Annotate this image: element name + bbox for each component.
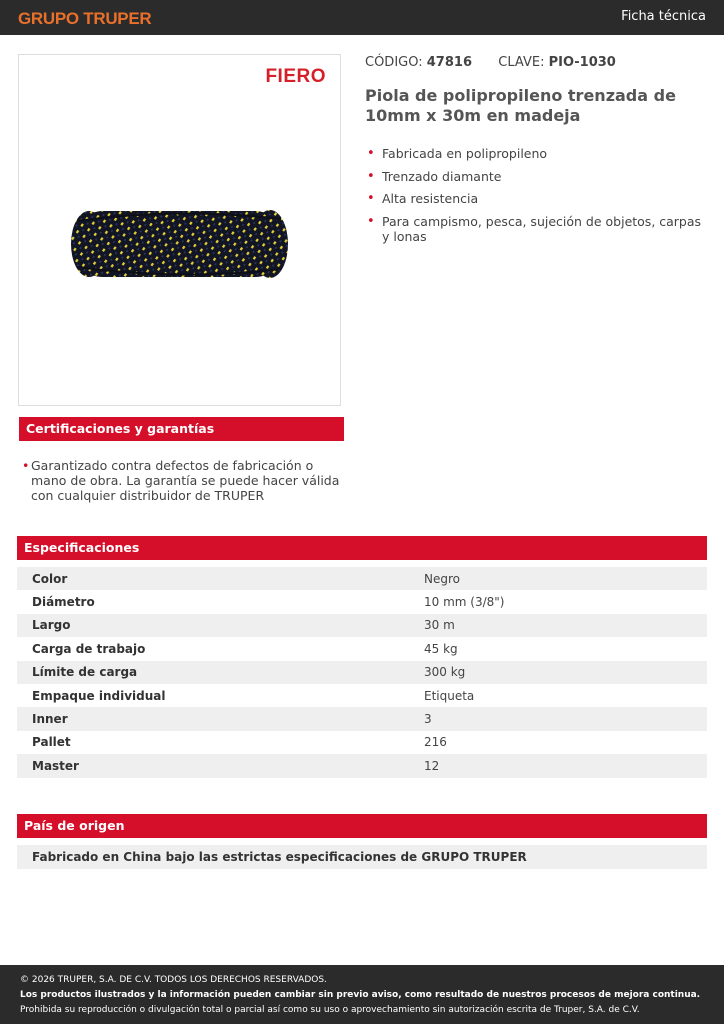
spec-label: Master xyxy=(32,758,79,773)
spec-label: Inner xyxy=(32,712,68,727)
feature-item: • Para campismo, pesca, sujeción de objetos, carpas y lonas xyxy=(365,214,705,244)
feature-item: • Alta resistencia xyxy=(365,191,705,206)
code-label: CÓDIGO: xyxy=(365,55,423,70)
product-codes xyxy=(365,55,616,70)
spec-row xyxy=(17,590,707,613)
footer-prohibition: Prohibida su reproducción o divulgación total o parcial así como su uso o aprovechamiento sin autorización escrita de Truper, S.A. de C.V. xyxy=(20,1005,640,1015)
spec-label: Carga de trabajo xyxy=(32,641,146,656)
spec-label: Empaque individual xyxy=(32,688,166,703)
spec-label: Pallet xyxy=(32,735,71,750)
spec-row xyxy=(17,731,707,754)
spec-label: Largo xyxy=(32,618,71,633)
spec-value: 12 xyxy=(424,758,440,773)
top-bar xyxy=(0,0,724,35)
spec-row xyxy=(17,614,707,637)
origin-text: Fabricado en China bajo las estrictas especificaciones de GRUPO TRUPER xyxy=(17,845,707,869)
product-title: Piola de polipropileno trenzada de 10mm x 30m en madeja xyxy=(365,86,676,125)
certifications-heading: Certificaciones y garantías xyxy=(19,417,344,441)
spec-row xyxy=(17,707,707,730)
spec-value: 300 kg xyxy=(424,665,466,680)
warranty-text: • Garantizado contra defectos de fabricación o mano de obra. La garantía se puede hacer válida con cualquier distribuidor de TRUPER xyxy=(22,458,340,503)
rope-coil-image xyxy=(67,203,293,285)
spec-value: Etiqueta xyxy=(424,688,475,703)
origin-heading: País de origen xyxy=(17,814,707,838)
spec-value: 10 mm (3/8") xyxy=(424,595,505,610)
footer xyxy=(0,965,724,1024)
spec-row xyxy=(17,661,707,684)
spec-row xyxy=(17,684,707,707)
spec-value: 30 m xyxy=(424,618,455,633)
feature-item: • Trenzado diamante xyxy=(365,169,705,184)
brand-logo: GRUPO TRUPER xyxy=(18,9,152,28)
feature-list xyxy=(365,146,705,251)
spec-label: Diámetro xyxy=(32,595,95,610)
spec-value: Negro xyxy=(424,571,460,586)
document-type: Ficha técnica xyxy=(621,9,706,24)
key-label: CLAVE: xyxy=(498,55,545,70)
fiero-logo: FIERO xyxy=(265,66,326,87)
spec-value: 3 xyxy=(424,712,432,727)
product-image-panel xyxy=(18,54,341,406)
footer-copyright: © 2026 TRUPER, S.A. DE C.V. TODOS LOS DERECHOS RESERVADOS. xyxy=(20,975,327,985)
key-value: PIO-1030 xyxy=(548,55,616,70)
footer-notice: Los productos ilustrados y la información pueden cambiar sin previo aviso, como resultado de nuestros procesos de mejora continua. xyxy=(20,990,701,1000)
spec-value: 216 xyxy=(424,735,447,750)
specifications-table xyxy=(17,567,707,778)
spec-row xyxy=(17,754,707,777)
spec-label: Color xyxy=(32,571,68,586)
spec-label: Límite de carga xyxy=(32,665,138,680)
specifications-heading: Especificaciones xyxy=(17,536,707,560)
feature-item: • Fabricada en polipropileno xyxy=(365,146,705,161)
code-value: 47816 xyxy=(426,55,472,70)
spec-value: 45 kg xyxy=(424,641,458,656)
spec-row xyxy=(17,567,707,590)
spec-row xyxy=(17,637,707,660)
